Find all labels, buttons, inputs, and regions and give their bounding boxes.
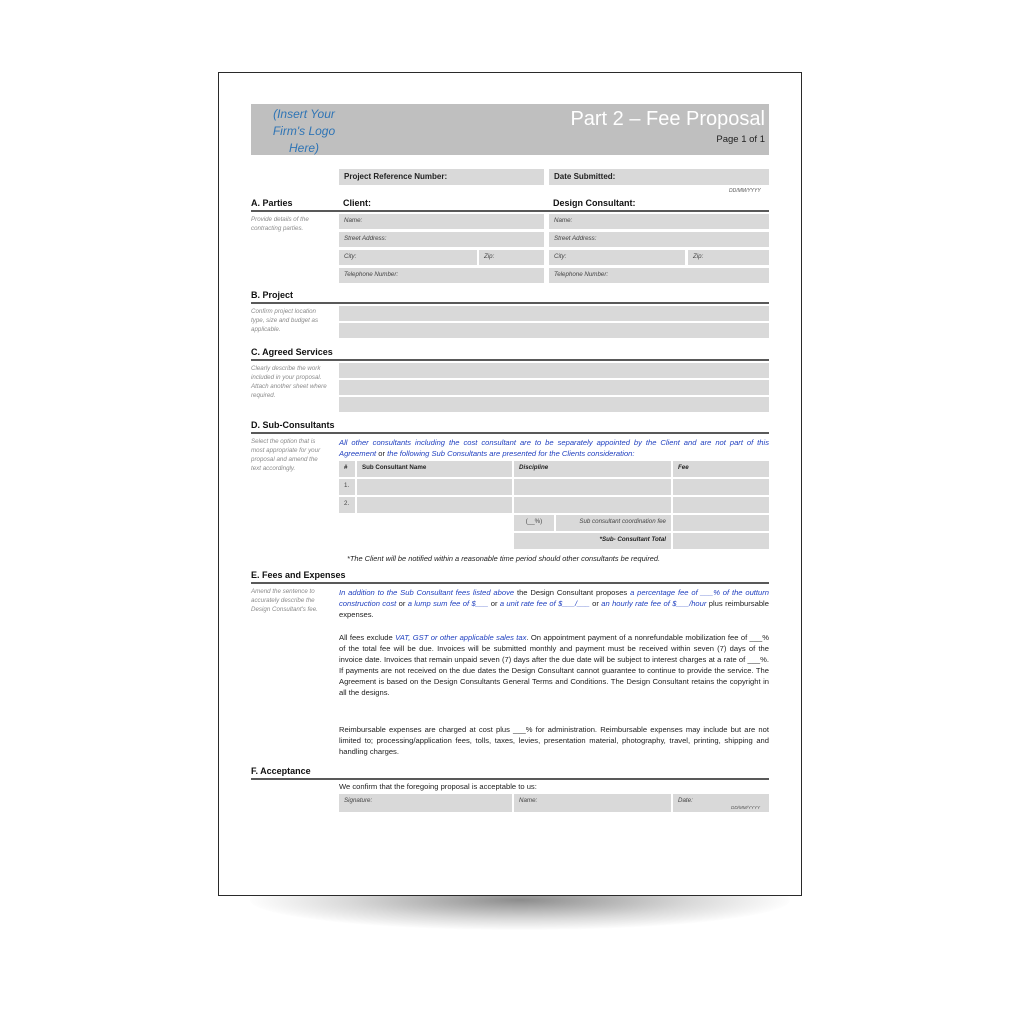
consultant-zip-field[interactable]	[688, 250, 769, 265]
consultant-city-field[interactable]	[549, 250, 685, 265]
client-street-field[interactable]	[339, 232, 544, 247]
sub-fee-field[interactable]	[673, 497, 769, 513]
field-label: City:	[344, 253, 357, 260]
fee-text: a lump sum fee of $___	[407, 599, 489, 608]
col-number-header: #	[339, 461, 355, 477]
section-rule	[251, 302, 769, 304]
section-rule	[251, 432, 769, 434]
consultant-phone-field[interactable]	[549, 268, 769, 283]
col-fee-header: Fee	[673, 461, 769, 477]
section-rule	[251, 582, 769, 584]
section-subconsultants	[251, 420, 769, 434]
date-format-hint: DD/MM/YYYY	[731, 805, 761, 810]
section-fees	[251, 570, 769, 584]
date-format-hint: DD/MM/YYYY	[729, 188, 761, 194]
field-label: Telephone Number:	[344, 271, 399, 278]
fee-text: All fees exclude	[339, 633, 396, 642]
subs-intro	[339, 437, 769, 459]
services-field-1[interactable]	[339, 363, 769, 378]
signature-field[interactable]	[339, 794, 512, 812]
fee-text: In addition to the Sub Consultant fees listed above	[339, 588, 515, 597]
sub-discipline-field[interactable]	[514, 479, 671, 495]
option-b-text: the following Sub Consultants are presented for the Clients consideration:	[387, 449, 635, 458]
option-a-text: All other consultants including the cost consultant are to be separately appointed by the Client and are not part of this Agreement	[339, 438, 769, 458]
client-zip-field[interactable]	[479, 250, 544, 265]
section-heading: D. Sub-Consultants	[251, 420, 335, 430]
acceptance-confirm: We confirm that the foregoing proposal is acceptable to us:	[339, 782, 537, 791]
consultant-label: Design Consultant:	[553, 198, 636, 208]
section-rule	[251, 778, 769, 780]
row-number: 1.	[339, 479, 355, 495]
section-note: Clearly describe the work included in your proposal. Attach another sheet where required.	[251, 365, 327, 399]
coord-fee-field[interactable]	[673, 515, 769, 531]
project-field-2[interactable]	[339, 323, 769, 338]
section-note: Provide details of the contracting parties.	[251, 216, 309, 232]
field-label: Street Address:	[554, 235, 597, 242]
sub-fee-field[interactable]	[673, 479, 769, 495]
date-submitted-label: Date Submitted:	[554, 172, 616, 181]
subs-footnote: *The Client will be notified within a reasonable time period should other consultants be required.	[347, 554, 661, 563]
field-label: Name:	[554, 217, 573, 224]
section-note: Select the option that is most appropriate for your proposal and amend the text accordingly.	[251, 438, 321, 472]
consultant-name-field[interactable]	[549, 214, 769, 229]
row-number: 2.	[339, 497, 355, 513]
page-content	[251, 104, 769, 810]
sub-name-field[interactable]	[357, 479, 512, 495]
coord-percent-field[interactable]: (__%)	[514, 515, 554, 531]
col-discipline-header: Discipline	[514, 461, 671, 477]
section-rule	[251, 210, 769, 212]
fee-text: or	[488, 599, 500, 608]
field-label: City:	[554, 253, 567, 260]
services-field-3[interactable]	[339, 397, 769, 412]
fees-paragraph-3: Reimbursable expenses are charged at cost plus ___% for administration. Reimbursable expenses may include but are not limited to; processing/application fees, tolls, taxes, levies, presentation material, photography, travel, printing, shipping and handling charges.	[339, 725, 769, 756]
fee-text: plus reimbursable expenses.	[339, 599, 769, 619]
coord-fee-label: Sub consultant coordination fee	[556, 515, 671, 531]
client-label: Client:	[343, 198, 371, 208]
client-name-field[interactable]	[339, 214, 544, 229]
field-label: Telephone Number:	[554, 271, 609, 278]
field-label: Signature:	[344, 797, 373, 804]
fee-text: . On appointment payment of a nonrefundable mobilization fee of ___% of the total fee will be due. Invoices will be submitted monthly and payment must be received within seven (7) days of the invoice date. Invoices that remain unpaid seven (7) days after the due date will be subject to interest charges at a rate of ___%. If payments are not received on the due dates the Design Consultant cannot guarantee to continue to provide the service. The Agreement is based on the Design Consultants General Terms and Conditions. The Design Consultant retains the copyright in all the designs.	[339, 633, 769, 697]
field-label: Date:	[678, 797, 693, 804]
page-title: Part 2 – Fee Proposal	[570, 108, 765, 130]
field-label: Street Address:	[344, 235, 387, 242]
section-note: Amend the sentence to accurately describe the Design Consultant's fee.	[251, 588, 318, 613]
logo-placeholder: (Insert Your Firm's Logo Here)	[272, 107, 336, 155]
fee-text: or	[396, 599, 408, 608]
field-label: Name:	[519, 797, 538, 804]
sub-total-label: *Sub- Consultant Total	[514, 533, 671, 549]
document-header	[251, 104, 769, 155]
section-heading: F. Acceptance	[251, 766, 311, 776]
fee-text: VAT, GST or other applicable sales tax	[395, 633, 527, 642]
section-acceptance	[251, 766, 769, 780]
fee-text: the Design Consultant proposes	[514, 588, 631, 597]
acceptance-name-field[interactable]	[514, 794, 671, 812]
field-label: Zip:	[693, 253, 704, 260]
section-heading: B. Project	[251, 290, 294, 300]
client-phone-field[interactable]	[339, 268, 544, 283]
fee-text: or	[589, 599, 602, 608]
sub-total-field[interactable]	[673, 533, 769, 549]
col-name-header: Sub Consultant Name	[357, 461, 512, 477]
services-field-2[interactable]	[339, 380, 769, 395]
consultant-street-field[interactable]	[549, 232, 769, 247]
section-note: Confirm project location type, size and budget as applicable.	[251, 308, 319, 333]
fee-text: a unit rate fee of $___/___	[499, 599, 590, 608]
section-project	[251, 290, 769, 304]
fee-text: a percentage fee of ___% of the outturn construction cost	[339, 588, 769, 608]
document-page	[218, 72, 802, 896]
client-city-field[interactable]	[339, 250, 477, 265]
section-heading: E. Fees and Expenses	[251, 570, 346, 580]
section-heading: A. Parties	[251, 198, 293, 208]
fees-paragraph-1	[339, 587, 769, 620]
section-heading: C. Agreed Services	[251, 347, 333, 357]
field-label: Name:	[344, 217, 363, 224]
field-label: Zip:	[484, 253, 495, 260]
project-field-1[interactable]	[339, 306, 769, 321]
project-ref-label: Project Reference Number:	[344, 172, 448, 181]
fee-text: an hourly rate fee of $___/hour	[601, 599, 707, 608]
date-submitted-field[interactable]	[549, 169, 769, 185]
page-number: Page 1 of 1	[716, 134, 765, 145]
sub-name-field[interactable]	[357, 497, 512, 513]
fees-paragraph-2	[339, 632, 769, 698]
section-rule	[251, 359, 769, 361]
section-parties	[251, 198, 769, 212]
section-services	[251, 347, 769, 361]
or-text: or	[376, 449, 388, 458]
sub-discipline-field[interactable]	[514, 497, 671, 513]
project-ref-field[interactable]	[339, 169, 544, 185]
